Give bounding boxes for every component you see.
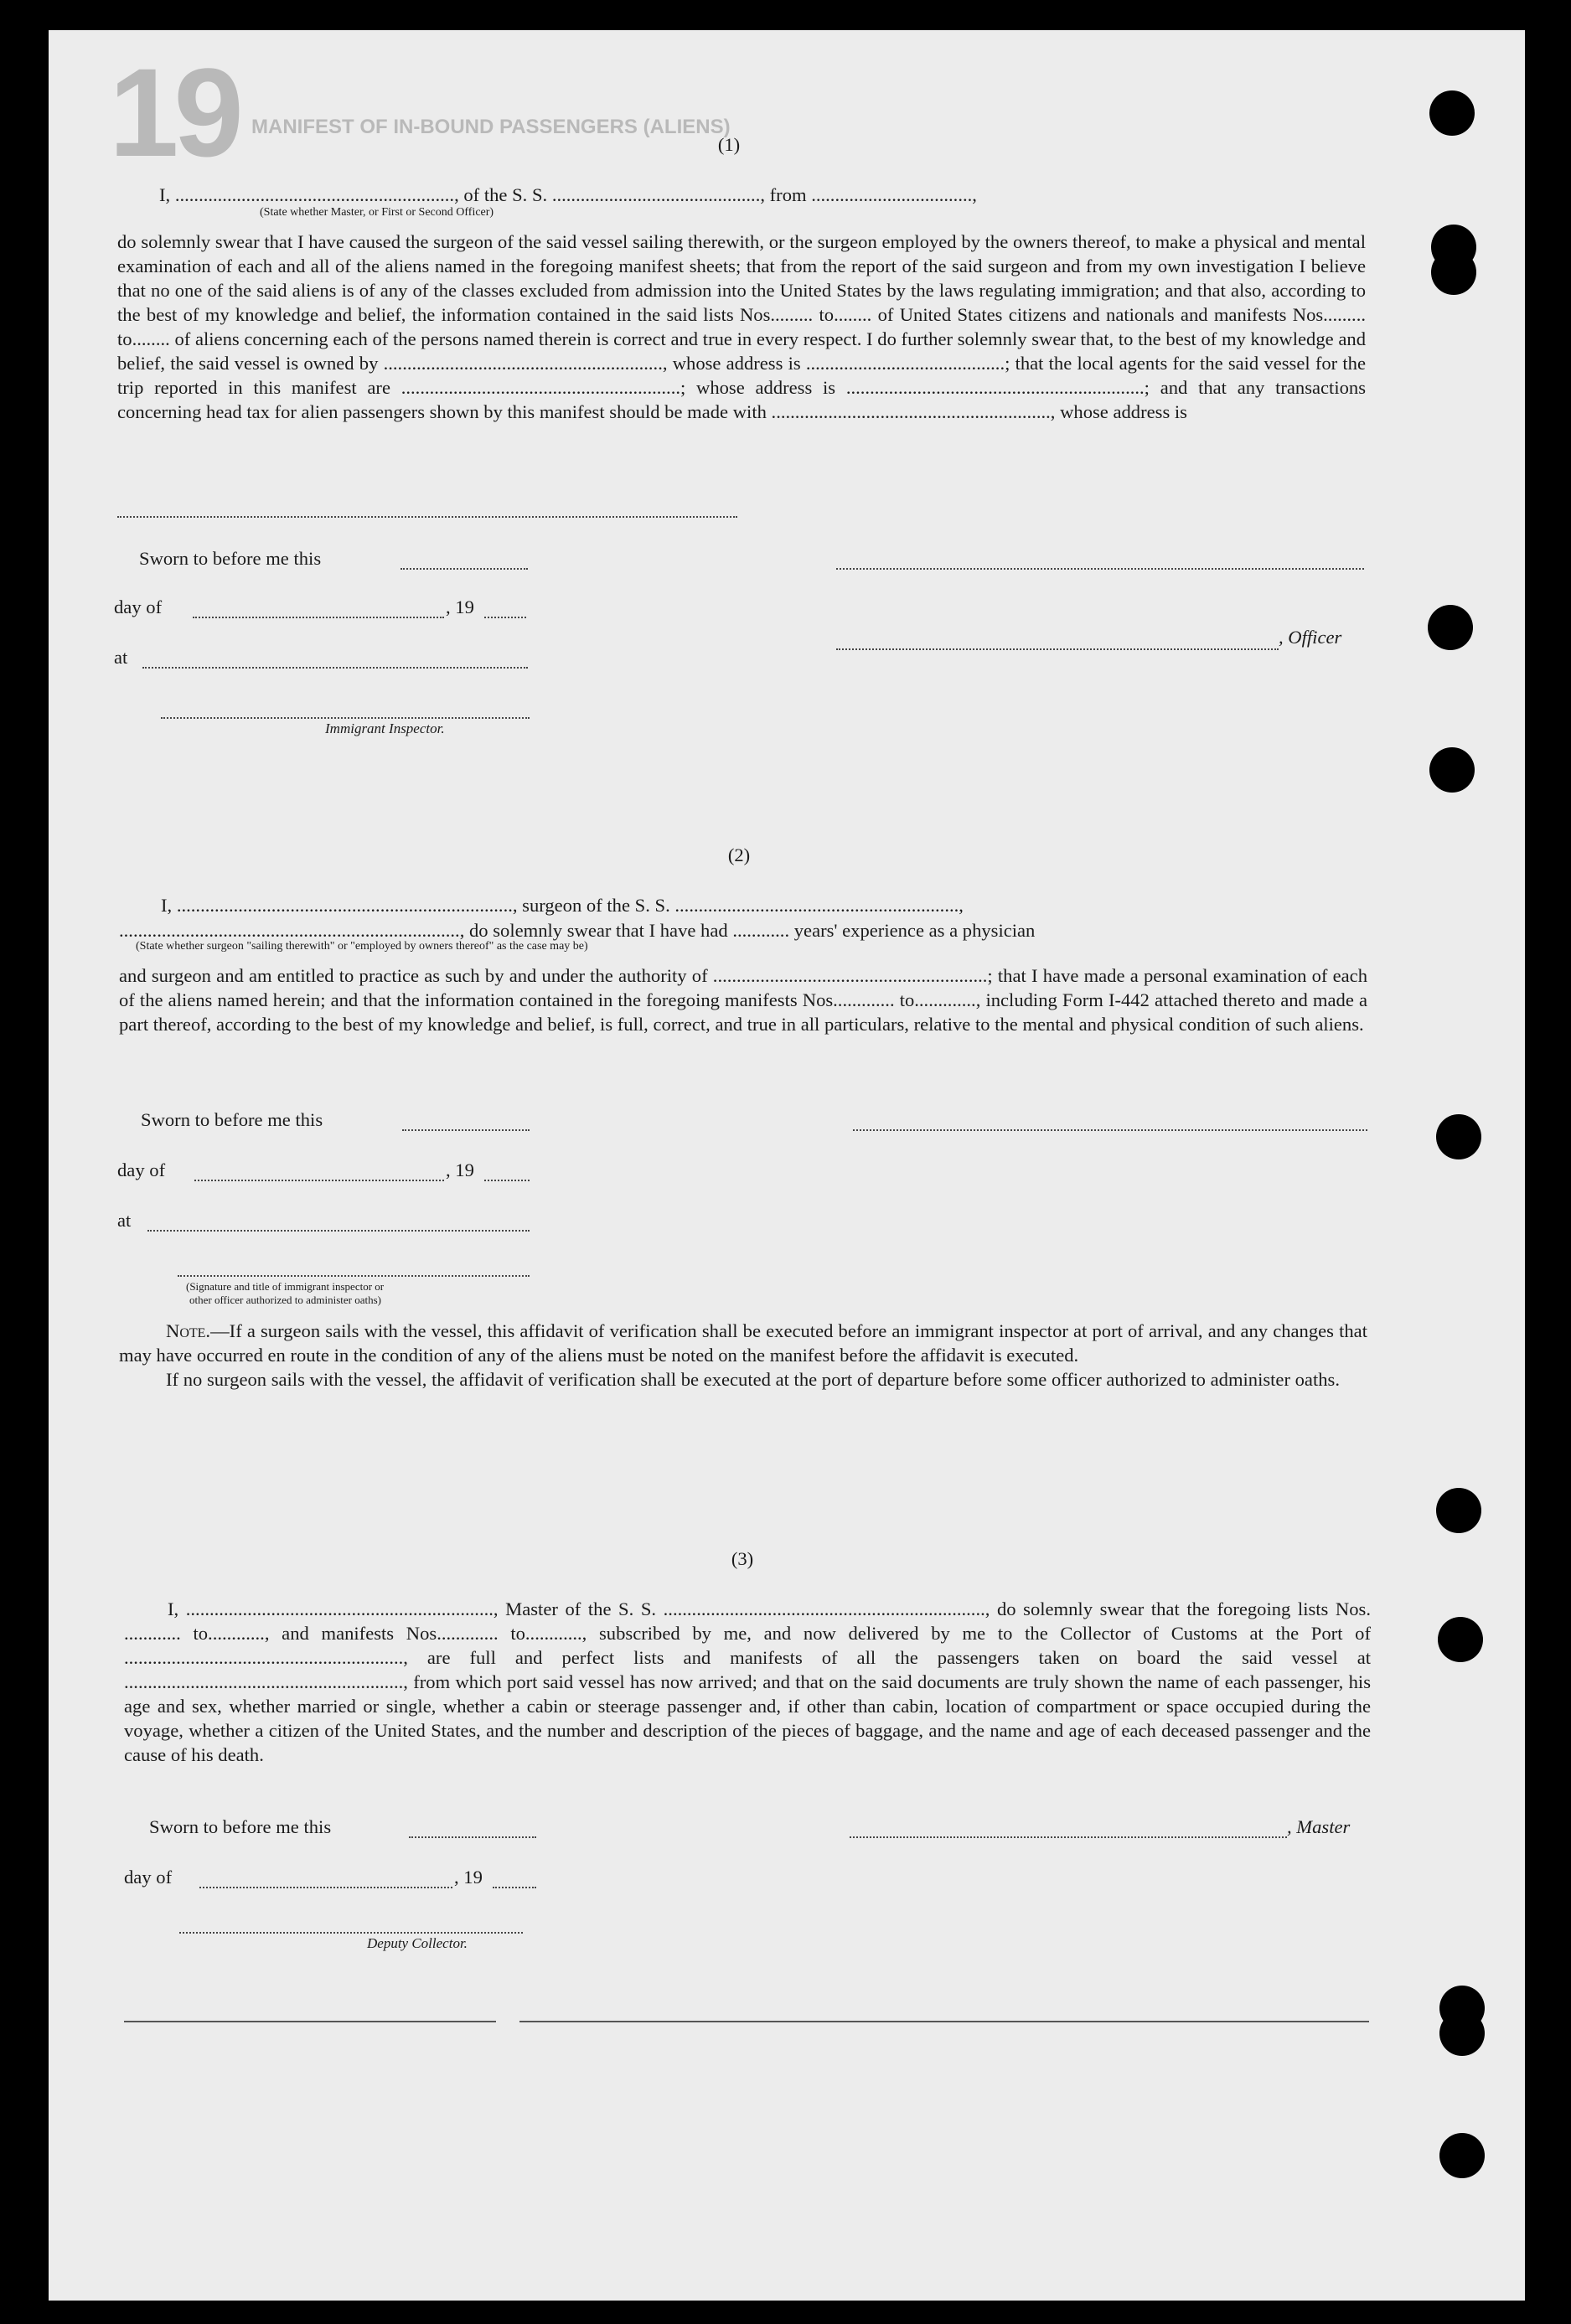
note-text-2: If no surgeon sails with the vessel, the affidavit of verification shall be executed at the port of departure before some officer authorized to administer oaths. — [166, 1369, 1340, 1390]
inspector-signature-line[interactable] — [161, 717, 530, 719]
signature-caption-2: other officer authorized to administer oaths) — [189, 1294, 381, 1306]
bottom-rule-right — [519, 2021, 1369, 2022]
sworn-date-field-3[interactable] — [409, 1836, 536, 1838]
surgeon-signature-line[interactable] — [853, 1129, 1367, 1131]
section-1-day-label: day of — [114, 596, 163, 617]
day-field[interactable] — [193, 617, 444, 618]
year-label-2: , 19 — [446, 1159, 474, 1180]
master-signature-line[interactable] — [850, 1836, 1287, 1838]
section-1-caption: (State whether Master, or First or Second Officer) — [260, 206, 494, 219]
place-field[interactable] — [142, 667, 528, 669]
section-3-day-label: day of — [124, 1867, 173, 1888]
section-1-body: do solemnly swear that I have caused the surgeon of the said vessel sailing therewith, or the surgeon employed by the owners thereof, to make a physical and mental examination of each and all of the aliens named in the foregoing manifest sheets; that from the report of the said surgeon and from my own investigation I believe that no one of the said aliens is of any of the classes excluded from admission into the United States by the laws regulating immigration; and that also, according to the best of my knowledge and belief, the information contained in the said lists Nos......... to........ of United States citizens and nationals and manifests Nos......... to........ of aliens concerning each of the persons named therein is correct and true in every respect. I do further solemnly swear that, to the best of my knowledge and belief, the said vessel is owned by ..........................................................., whose address is ..........................................; that the local agents for the said vessel for the trip reported in this manifest are ...........................................................; whose address is ...............................................................; and that any transactions concerning head tax for alien passengers shown by this manifest should be made with ..........................................................., whose address is — [117, 231, 1366, 422]
binder-hole — [1429, 747, 1475, 793]
section-2-caption: (State whether surgeon "sailing therewith" or "employed by owners thereof" as the case may be) — [136, 940, 588, 953]
day-field-3[interactable] — [199, 1887, 452, 1888]
day-field-2[interactable] — [194, 1180, 444, 1181]
section-1-continuation-line — [117, 516, 737, 518]
year-label-3: , 19 — [454, 1867, 483, 1888]
signature-caption-1: (Signature and title of immigrant inspector or — [186, 1280, 385, 1293]
binder-hole — [1436, 1114, 1481, 1159]
section-3-number: (3) — [731, 1548, 754, 1569]
section-1-sworn-label: Sworn to before me this — [139, 548, 322, 569]
section-1-at-label: at — [114, 647, 128, 668]
binder-hole — [1428, 605, 1473, 650]
bleed-through-title: MANIFEST OF IN-BOUND PASSENGERS (ALIENS) — [251, 116, 731, 138]
section-2-lead: I, ......................................................................., surgeon of the S. S. ............................................................, — [161, 895, 964, 916]
witness-signature-line[interactable] — [178, 1275, 530, 1277]
section-1-number: (1) — [717, 134, 741, 155]
bottom-rule-left — [124, 2021, 496, 2022]
officer-signature-line-top[interactable] — [836, 568, 1364, 570]
master-label: , Master — [1287, 1816, 1351, 1837]
officer-signature-line[interactable] — [836, 648, 1279, 650]
inspector-caption: Immigrant Inspector. — [325, 720, 445, 736]
section-2-note — [119, 1319, 1367, 1392]
section-2-sworn-label: Sworn to before me this — [141, 1109, 323, 1130]
note-text: —If a surgeon sails with the vessel, this affidavit of verification shall be executed before an immigrant inspector at port of arrival, and any changes that may have occurred en route in the condition of any of the aliens must be noted on the manifest before the affidavit is executed. — [119, 1320, 1367, 1366]
collector-caption: Deputy Collector. — [367, 1935, 468, 1951]
section-2-day-label: day of — [117, 1159, 166, 1180]
binder-hole — [1429, 90, 1475, 136]
section-2-number: (2) — [727, 844, 751, 865]
binder-hole — [1436, 1488, 1481, 1533]
binder-hole — [1438, 1617, 1483, 1662]
binder-hole — [1431, 250, 1476, 295]
section-2-lead-2: ........................................................................, do solemnly swear that I have had ............ years' experience as a physician — [119, 920, 1036, 941]
year-label: , 19 — [446, 596, 474, 617]
year-field[interactable] — [484, 617, 526, 618]
sworn-date-field-2[interactable] — [402, 1129, 530, 1131]
section-3-body: I, ................................................................., Master of the S. S. ...................................................................., do solemnly swear that the foregoing lists Nos. ............ to............, and manifests Nos............. to............, subscribed by me, and now delivered by me to the Collector of Customs at the Port of ..........................................................., are full and perfect lists and manifests of all the passengers taken on board the said vessel at ..........................................................., from which port said vessel has now arrived; and that on the said documents are truly shown the name of each passenger, his age and sex, whether married or single, whether a cabin or steerage passenger and, if other than cabin, location of compartment or space occupied during the voyage, whether a citizen of the United States, and the number and description of the pieces of baggage, and the name and age of each deceased passenger and the cause of his death. — [124, 1598, 1371, 1765]
binder-hole — [1439, 2011, 1485, 2056]
year-field-3[interactable] — [493, 1887, 536, 1888]
section-3-sworn-label: Sworn to before me this — [149, 1816, 332, 1837]
section-1-lead: I, ..........................................................., of the S. S. ............................................, from .................................., — [159, 184, 977, 205]
year-field-2[interactable] — [484, 1180, 530, 1181]
binder-hole — [1439, 2133, 1485, 2178]
bleed-through-number: 19 — [109, 42, 239, 183]
officer-label: , Officer — [1279, 627, 1342, 648]
collector-signature-line[interactable] — [179, 1932, 523, 1934]
sworn-date-field[interactable] — [401, 568, 528, 570]
note-label: Note. — [166, 1320, 211, 1341]
place-field-2[interactable] — [147, 1230, 530, 1232]
section-2-body: and surgeon and am entitled to practice as such by and under the authority of ..........................................................; that I have made a personal examination of each of the aliens named herein; and that the information contained in the foregoing manifests Nos............. to............., including Form I-442 attached thereto and made a part thereof, according to the best of my knowledge and belief, is full, correct, and true in all particulars, relative to the mental and physical condition of such aliens. — [119, 965, 1367, 1035]
section-2-at-label: at — [117, 1210, 132, 1231]
